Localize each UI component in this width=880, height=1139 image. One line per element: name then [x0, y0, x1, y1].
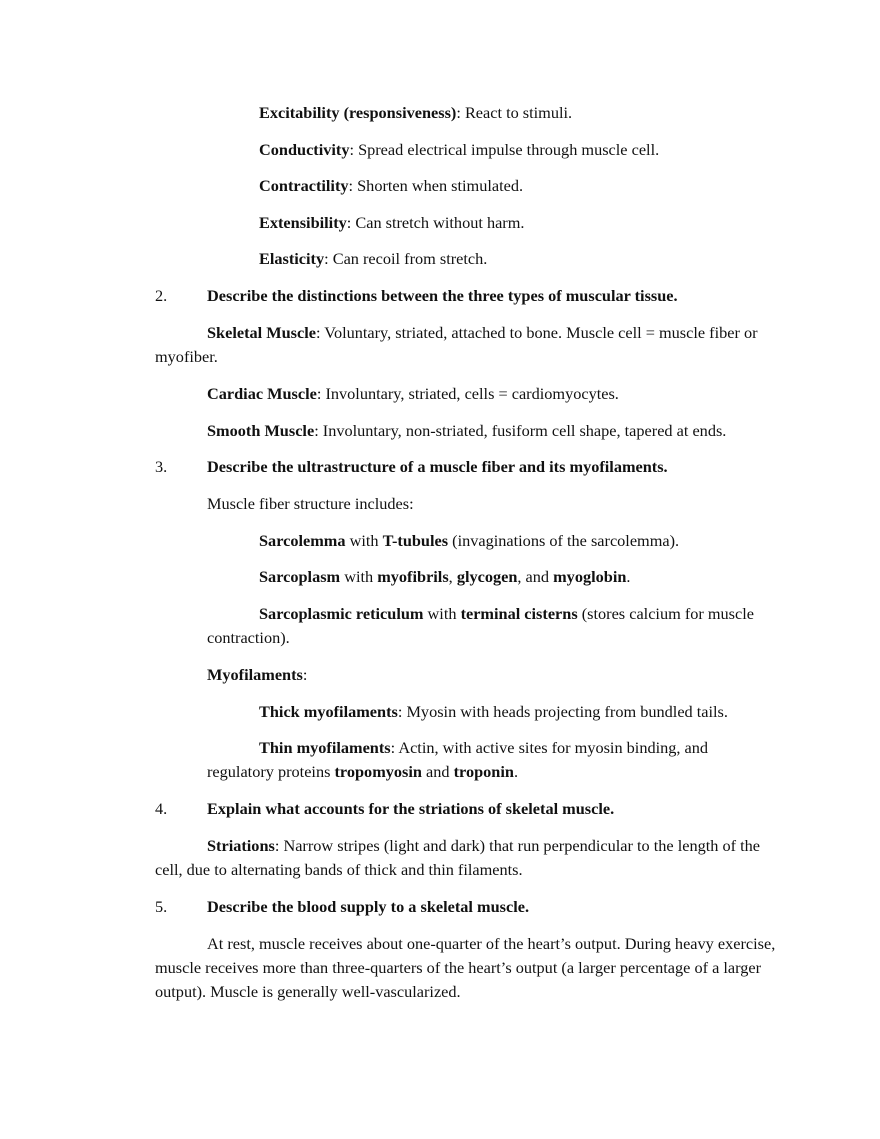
question-5 [0, 895, 880, 919]
term-myofibrils: myofibrils [377, 567, 449, 586]
description-text: : Myosin with heads projecting from bundled tails. [397, 702, 728, 721]
property-elasticity [259, 247, 779, 271]
question-3 [0, 455, 880, 479]
connector-text: , [448, 567, 457, 586]
question-text: Explain what accounts for the striations of skeletal muscle. [207, 799, 615, 818]
term-thick-myofilaments: Thick myofilaments [259, 702, 398, 721]
property-contractility [259, 174, 779, 198]
term-terminal-cisterns: terminal cisterns [460, 604, 578, 623]
connector-text: with [340, 567, 378, 586]
term-myoglobin: myoglobin [553, 567, 627, 586]
term-sarcolemma: Sarcolemma [259, 531, 346, 550]
answer-term: Skeletal Muscle [207, 323, 316, 342]
connector-text: , and [517, 567, 554, 586]
muscle-fiber-intro: Muscle fiber structure includes: [207, 494, 414, 513]
term-thin-myofilaments: Thin myofilaments [259, 738, 391, 757]
term-troponin: troponin [453, 762, 514, 781]
question-number: 2. [155, 286, 168, 305]
question-text: Describe the blood supply to a skeletal muscle. [207, 897, 530, 916]
property-term: Conductivity [259, 140, 350, 159]
property-text: : Can stretch without harm. [346, 213, 525, 232]
term-glycogen: glycogen [456, 567, 518, 586]
answer-text: : Voluntary, striated, attached to bone. Muscle cell = muscle fiber or myofiber. [155, 323, 758, 366]
answer-text: : Involuntary, striated, cells = cardiomyocytes. [316, 384, 619, 403]
term-myofilaments: Myofilaments [207, 665, 303, 684]
connector-text: with [345, 531, 383, 550]
sarcoplasmic-reticulum-item [207, 602, 779, 650]
thin-myofilaments-item [207, 736, 779, 784]
connector-text: with [423, 604, 461, 623]
question-text: Describe the distinctions between the three types of muscular tissue. [207, 286, 678, 305]
answer-term: Cardiac Muscle [207, 384, 317, 403]
term-striations: Striations [207, 836, 275, 855]
description-text: : Actin, with active sites for myosin binding, and regulatory proteins [207, 738, 709, 781]
term-sarcoplasmic-reticulum: Sarcoplasmic reticulum [259, 604, 424, 623]
skeletal-muscle-answer [155, 321, 777, 369]
answer-text: : Involuntary, non-striated, fusiform cell shape, tapered at ends. [314, 421, 727, 440]
striations-answer [155, 834, 777, 882]
term-tropomyosin: tropomyosin [334, 762, 422, 781]
sarcolemma-item [259, 529, 779, 553]
question-4 [0, 797, 880, 821]
answer-term: Smooth Muscle [207, 421, 315, 440]
term-t-tubules: T-tubules [382, 531, 449, 550]
sarcoplasm-item [259, 565, 779, 589]
property-term: Contractility [259, 176, 349, 195]
property-excitability [259, 101, 779, 125]
question-text: Describe the ultrastructure of a muscle fiber and its myofilaments. [207, 457, 668, 476]
smooth-muscle-answer [207, 419, 777, 443]
term-sarcoplasm: Sarcoplasm [259, 567, 341, 586]
connector-text: and [421, 762, 454, 781]
description-text: (stores calcium for muscle contraction). [207, 604, 754, 647]
thick-myofilaments-item [259, 700, 779, 724]
property-extensibility [259, 211, 779, 235]
question-number: 4. [155, 799, 168, 818]
answer-text: : Narrow stripes (light and dark) that run perpendicular to the length of the cell, due to alternating bands of thick and thin filaments. [155, 836, 760, 879]
property-text: : Spread electrical impulse through muscle cell. [349, 140, 660, 159]
property-term: Excitability (responsiveness) [259, 103, 457, 122]
question-2 [0, 284, 880, 308]
myofilaments-heading [207, 663, 777, 687]
question-number: 5. [155, 897, 168, 916]
colon-text: : [302, 665, 308, 684]
description-text: (invaginations of the sarcolemma). [448, 531, 680, 550]
connector-text: . [513, 762, 519, 781]
property-term: Extensibility [259, 213, 347, 232]
blood-supply-answer: At rest, muscle receives about one-quarter of the heart’s output. During heavy exercise, muscle receives more than three-quarters of the heart’s output (a larger percentage of a larger output). Muscle is generally well-vascularized. [155, 934, 776, 1001]
property-term: Elasticity [259, 249, 325, 268]
property-text: : React to stimuli. [456, 103, 573, 122]
property-conductivity [259, 138, 779, 162]
connector-text: . [626, 567, 631, 586]
question-number: 3. [155, 457, 168, 476]
property-text: : Shorten when stimulated. [348, 176, 524, 195]
property-text: : Can recoil from stretch. [324, 249, 488, 268]
cardiac-muscle-answer [207, 382, 777, 406]
